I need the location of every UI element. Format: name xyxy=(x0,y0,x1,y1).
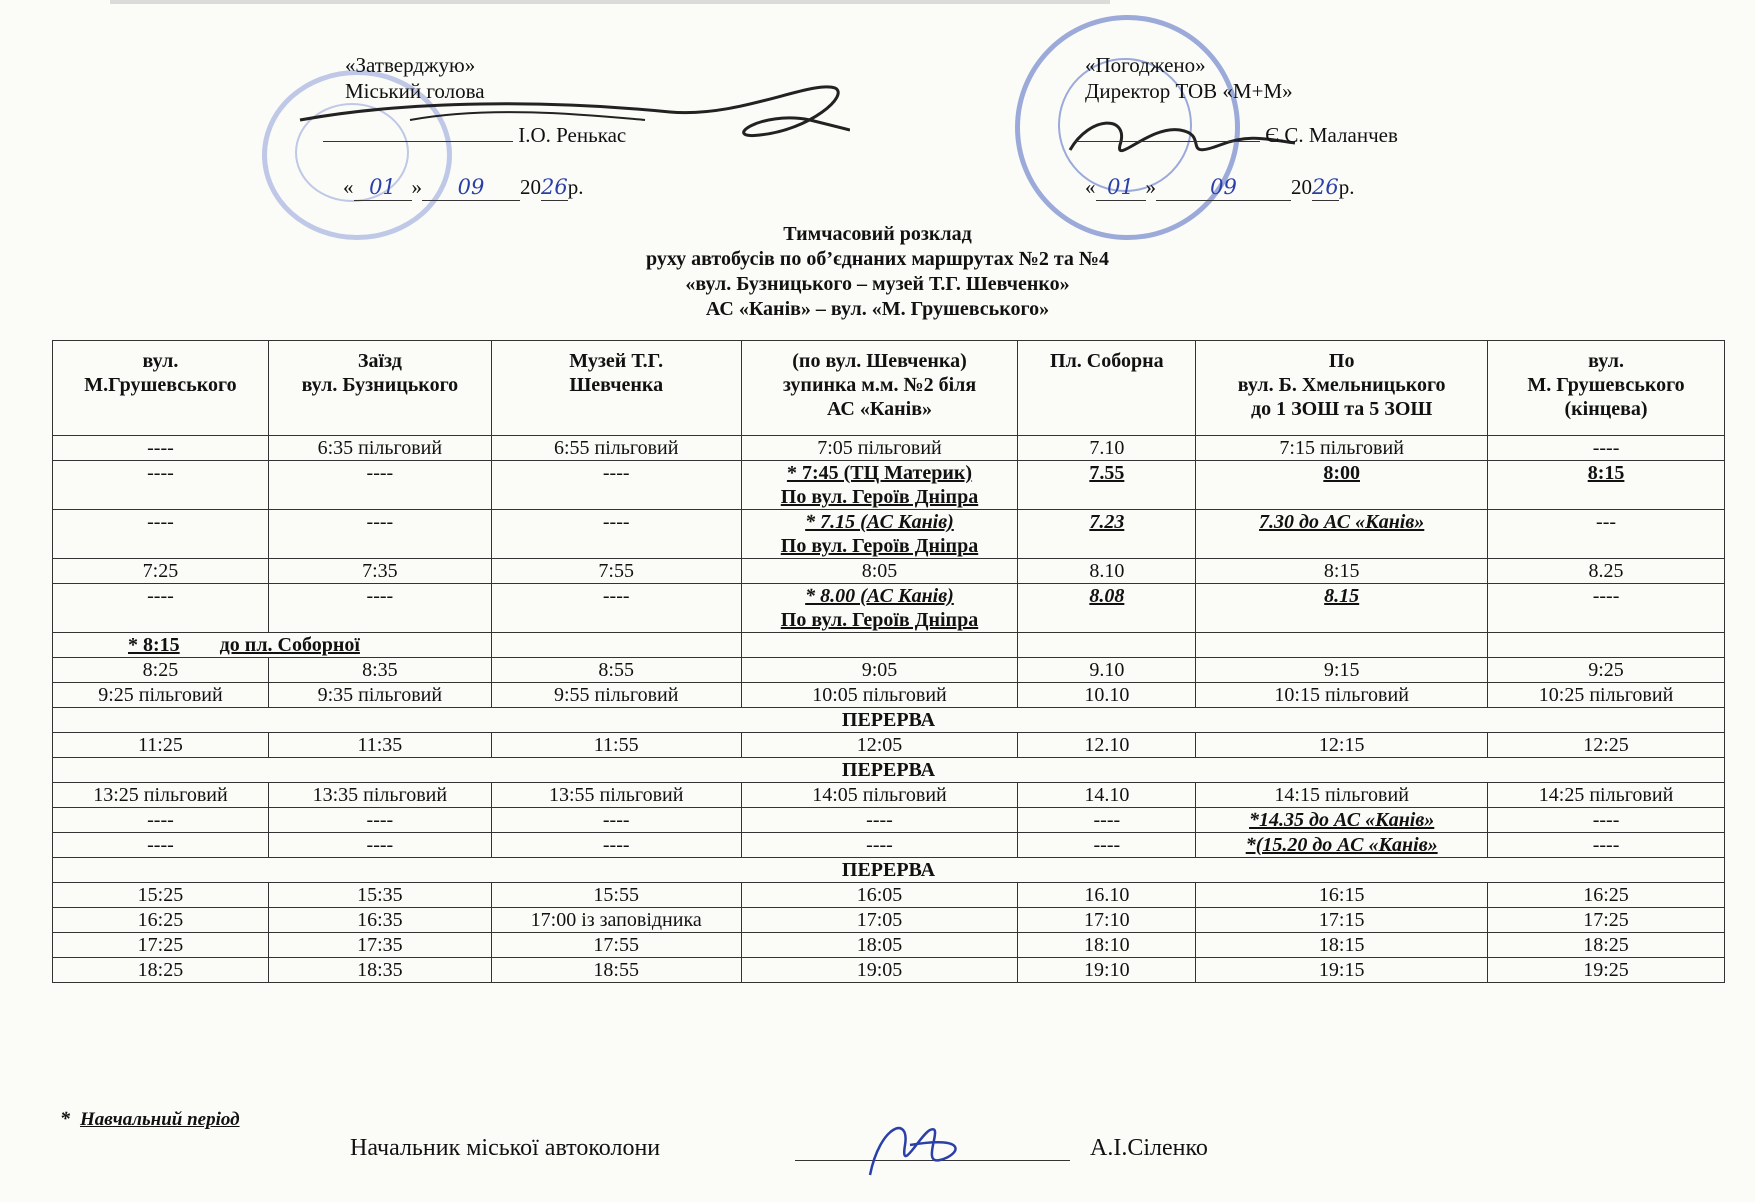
approval-name: І.О. Ренькас xyxy=(518,123,627,147)
footnote: * Навчальний період xyxy=(60,1108,240,1130)
approval-date: « 01 » 09 2026р. xyxy=(343,175,584,199)
approval-block xyxy=(345,52,626,201)
table-row: ---- ---- ---- ---- ---- *(15.20 до АС «Канів» ---- xyxy=(53,833,1725,858)
agreement-name: Є.С. Маланчев xyxy=(1265,123,1398,147)
col-header-soborna: Пл. Соборна xyxy=(1018,341,1196,436)
chief-signature xyxy=(850,1105,980,1195)
schedule-table xyxy=(52,340,1725,983)
col-header-grushevskoho: вул. М.Грушевського xyxy=(53,341,269,436)
footnote-text: Навчальний період xyxy=(80,1109,240,1130)
approval-date-month: 09 xyxy=(422,174,520,201)
approval-date-day: 01 xyxy=(354,174,412,201)
agreement-date-day: 01 xyxy=(1096,174,1146,201)
agreement-title: «Погоджено» xyxy=(1085,53,1206,77)
agreement-role: Директор ТОВ «М+М» xyxy=(1085,79,1293,103)
approval-role: Міський голова xyxy=(345,79,485,103)
scan-edge xyxy=(110,0,1110,4)
break-row: ПЕРЕРВА xyxy=(53,758,1725,783)
approval-date-year: 26 xyxy=(541,175,568,199)
table-row: 16:25 16:35 17:00 із заповідника 17:05 17:10 17:15 17:25 xyxy=(53,908,1725,933)
table-row: ---- ---- ---- * 8.00 (АС Канів) По вул. Героїв Дніпра 8.08 8.15 ---- xyxy=(53,584,1725,633)
agreement-date-month: 09 xyxy=(1156,174,1291,201)
break-row: ПЕРЕРВА xyxy=(53,708,1725,733)
col-header-buznytskoho: Заїзд вул. Бузницького xyxy=(268,341,491,436)
col-header-terminal: вул. М. Грушевського (кінцева) xyxy=(1488,341,1725,436)
break-row: ПЕРЕРВА xyxy=(53,858,1725,883)
table-row: 8:25 8:35 8:55 9:05 9.10 9:15 9:25 xyxy=(53,658,1725,683)
table-row: 9:25 пільговий 9:35 пільговий 9:55 пільговий 10:05 пільговий 10.10 10:15 пільговий 10:25 пільговий xyxy=(53,683,1725,708)
table-row: 11:25 11:35 11:55 12:05 12.10 12:15 12:25 xyxy=(53,733,1725,758)
table-row: ---- 6:35 пільговий 6:55 пільговий 7:05 пільговий 7.10 7:15 пільговий ---- xyxy=(53,436,1725,461)
table-header-row xyxy=(53,341,1725,436)
table-row: ---- ---- ---- ---- ---- *14.35 до АС «Канів» ---- xyxy=(53,808,1725,833)
table-row: * 8:15 до пл. Соборної xyxy=(53,633,1725,658)
agreement-date: « 01 » 09 2026р. xyxy=(1085,175,1355,199)
table-row: ---- ---- ---- * 7:45 (ТЦ Материк) По вул. Героїв Дніпра 7.55 8:00 8:15 xyxy=(53,461,1725,510)
table-row: 18:25 18:35 18:55 19:05 19:10 19:15 19:25 xyxy=(53,958,1725,983)
chief-name: А.І.Сіленко xyxy=(1090,1135,1208,1161)
table-row: ---- ---- ---- * 7.15 (АС Канів) По вул. Героїв Дніпра 7.23 7.30 до АС «Канів» --- xyxy=(53,510,1725,559)
agreement-block xyxy=(1085,52,1398,201)
doc-title: Тимчасовий розклад руху автобусів по об’єднаних маршрутах №2 та №4 «вул. Бузницького – музей Т.Г. Шевченко» АС «Канів» – вул. «М. Грушевського» xyxy=(645,223,1110,320)
table-row: 13:25 пільговий 13:35 пільговий 13:55 пільговий 14:05 пільговий 14.10 14:15 пільговий 14:25 пільговий xyxy=(53,783,1725,808)
table-row: 7:25 7:35 7:55 8:05 8.10 8:15 8.25 xyxy=(53,559,1725,584)
col-header-khmelnytskoho: По вул. Б. Хмельницького до 1 ЗОШ та 5 ЗОШ xyxy=(1196,341,1488,436)
agreement-date-year: 26 xyxy=(1312,175,1339,199)
table-row: 15:25 15:35 15:55 16:05 16.10 16:15 16:25 xyxy=(53,883,1725,908)
col-header-shevchenka-stop: (по вул. Шевченка) зупинка м.м. №2 біля АС «Канів» xyxy=(741,341,1018,436)
col-header-museum: Музей Т.Г. Шевченка xyxy=(491,341,741,436)
chief-role: Начальник міської автоколони xyxy=(350,1135,661,1161)
table-row: 17:25 17:35 17:55 18:05 18:10 18:15 18:25 xyxy=(53,933,1725,958)
approval-title: «Затверджую» xyxy=(345,53,476,77)
